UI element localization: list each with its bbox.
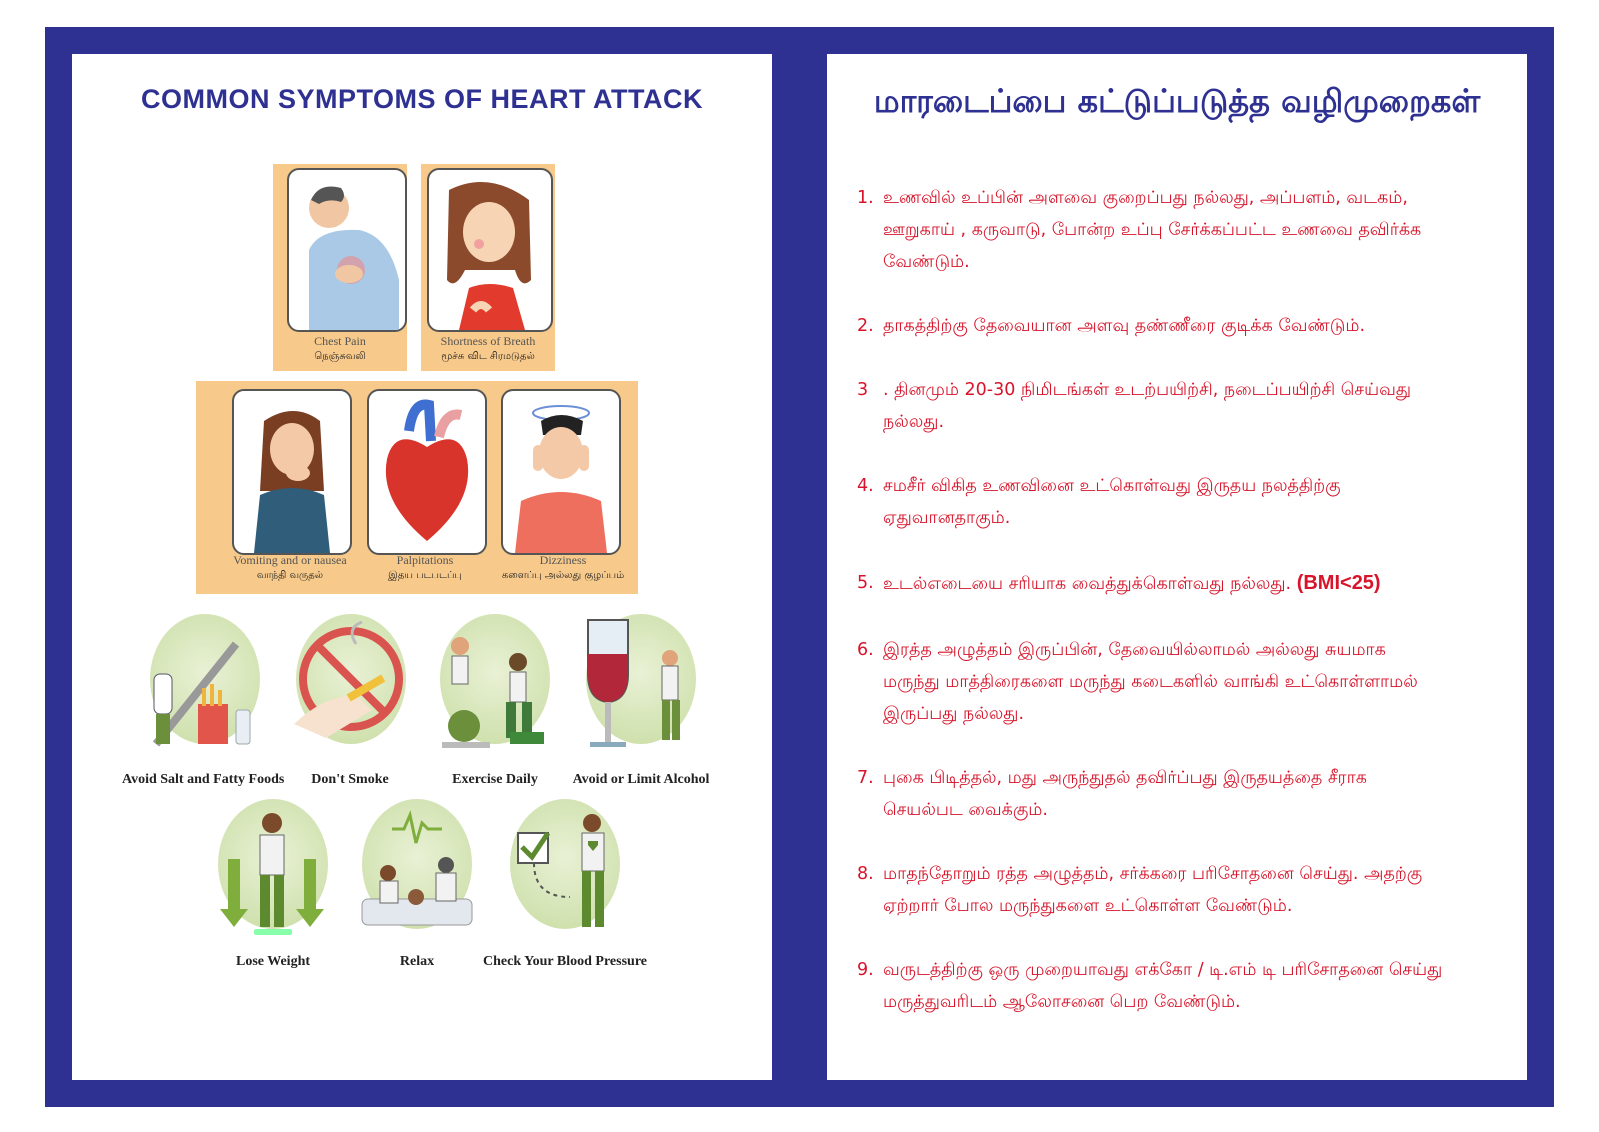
symptom-label-ta: களைப்பு அல்லது குழப்பம்	[501, 570, 625, 581]
tip-label: Avoid or Limit Alcohol	[572, 772, 710, 787]
symptom-label-ta: நெஞ்சுவலி	[314, 351, 366, 362]
symptom-row-bottom	[196, 381, 638, 594]
nausea-icon	[232, 389, 352, 555]
breathless-icon	[427, 168, 553, 332]
bmi-note: (BMI<25)	[1296, 572, 1381, 594]
symptom-label-en: Chest Pain	[314, 334, 366, 348]
symptom-card-chest-pain	[273, 164, 407, 371]
relax-icon	[352, 799, 482, 944]
heart-icon	[367, 389, 487, 555]
symptom-label-ta: இதய படபடப்பு	[388, 570, 462, 581]
symptom-label-en: Palpitations	[396, 553, 454, 567]
exercise-icon	[430, 614, 560, 759]
tip-avoid-salt	[136, 614, 266, 759]
tip-relax	[352, 799, 482, 944]
symptom-label-en: Dizziness	[539, 553, 587, 567]
prevention-panel: மாரடைப்பை கட்டுப்படுத்த வழிமுறைகள் 1. உணவில் உப்பின் அளவை குறைப்பது நல்லது, அப்பளம், வடகம், ஊறுகாய் , கருவாடு, போன்ற உப்பு சேர்க்கப்பட்ட உணவை தவிர்க்க வேண்டும். 2. தாகத்திற்கு தேவையான அளவு தண்ணீரை குடிக்க வேண்டும். 3 . தினமும் 20-30 நிமிடங்கள் உடற்பயிற்சி, நடைப்பயிற்சி செய்வது நல்லது. 4. சமசீர் விகித உணவினை உட்கொள்வது இருதய நலத்திற்கு ஏதுவானதாகும். 5. உடல்எடையை சரியாக வைத்துக்கொள்வது நல்லது. (BMI<25) 6. இரத்த அழுத்தம் இருப்பின், தேவையில்லாமல் அல்லது சுயமாக மருந்து மாத்திரைகளை மருந்து கடைகளில் வாங்கி உட்கொள்ளாமல் இருப்பது நல்லது. 7. புகை பிடித்தல், மது அருந்துதல் தவிர்ப்பது இருதயத்தை சீராக செயல்பட வைக்கும். 8. மாதந்தோறும் ரத்த அழுத்தம், சர்க்கரை பரிசோதனை செய்து. அதற்கு ஏற்றார் போல மருந்துகளை உட்கொள்ள வேண்டும். 9. வருடத்திற்கு ஒரு முறையாவது எக்கோ / டி.எம் டி பரிசோதனை செய்து மருத்துவரிடம் ஆலோசனை பெற வேண்டும்.	[827, 54, 1527, 1080]
symptom-label-ta: வாந்தி வருதல்	[256, 570, 324, 581]
tip-label: Lose Weight	[235, 954, 311, 969]
tip-label: Avoid Salt and Fatty Foods	[122, 772, 285, 787]
symptom-label-ta: மூச்சு விட சிரமடுதல்	[441, 351, 535, 362]
checklist-icon	[500, 799, 630, 944]
symptom-label-en: Shortness of Breath	[440, 334, 536, 348]
symptoms-panel	[72, 54, 772, 1080]
tip-dont-smoke	[286, 614, 416, 759]
tip-lose-weight	[208, 799, 338, 944]
tip-label: Check Your Blood Pressure	[483, 954, 647, 969]
wine-glass-icon	[576, 614, 706, 759]
tip-exercise	[430, 614, 560, 759]
tip-blood-pressure	[500, 799, 630, 944]
prevention-title: மாரடைப்பை கட்டுப்படுத்த வழிமுறைகள்	[873, 82, 1481, 120]
scale-icon	[208, 799, 338, 944]
poster-frame	[45, 27, 1554, 1107]
symptom-card-breath	[421, 164, 555, 371]
tip-label: Exercise Daily	[452, 772, 538, 787]
tip-label: Don't Smoke	[311, 772, 389, 787]
chest-pain-icon	[287, 168, 407, 332]
no-smoking-icon	[286, 614, 416, 759]
dizziness-icon	[501, 389, 621, 555]
symptom-label-en: Vomiting and or nausea	[233, 553, 347, 567]
symptoms-title: COMMON SYMPTOMS OF HEART ATTACK	[141, 84, 703, 114]
tip-label: Relax	[399, 954, 435, 969]
fork-fries-icon	[136, 614, 266, 759]
tip-alcohol	[576, 614, 706, 759]
